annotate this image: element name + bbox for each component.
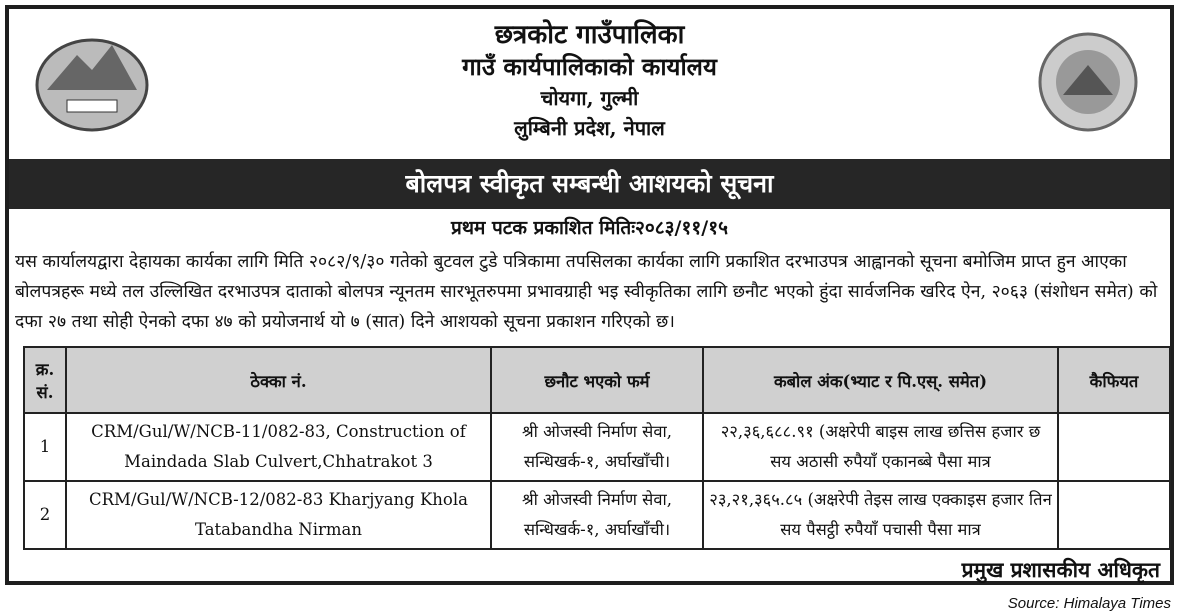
cell-contract-no: CRM/Gul/W/NCB-11/082-83, Construction of Maindada Slab Culvert,Chhatrakot 3: [66, 413, 491, 481]
col-sn: क्र. सं.: [24, 347, 66, 413]
notice-title: बोलपत्र स्वीकृत सम्बन्धी आशयको सूचना: [9, 159, 1170, 209]
col-bid-amount: कबोल अंक(भ्याट र पि.एस्. समेत): [703, 347, 1058, 413]
table-header-row: [24, 347, 1170, 413]
office-name: गाउँ कार्यपालिकाको कार्यालय: [462, 52, 717, 81]
source-credit: Source: Himalaya Times: [1007, 595, 1171, 612]
col-firm: छनौट भएको फर्म: [491, 347, 703, 413]
municipality-name: छत्रकोट गाउँपालिका: [494, 20, 685, 50]
col-contract-no: ठेक्का नं.: [66, 347, 491, 413]
cell-remarks: [1058, 413, 1170, 481]
notice: [5, 5, 1174, 585]
cell-sn: 1: [24, 413, 66, 481]
col-remarks: कैफियत: [1058, 347, 1170, 413]
cell-firm: श्री ओजस्वी निर्माण सेवा, सन्धिखर्क-१, अर्घाखाँची।: [491, 481, 703, 549]
publish-date: प्रथम पटक प्रकाशित मितिः२०८३/११/१५: [451, 217, 728, 239]
signature-title: प्रमुख प्रशासकीय अधिकृत: [961, 557, 1160, 582]
cell-firm: श्री ओजस्वी निर्माण सेवा, सन्धिखर्क-१, अर्घाखाँची।: [491, 413, 703, 481]
cell-remarks: [1058, 481, 1170, 549]
notice-body: यस कार्यालयद्वारा देहायका कार्यका लागि मिति २०८२/९/३० गतेको बुटवल टुडे पत्रिकामा तपसिलका कार्यका लागि प्रकाशित दरभाउपत्र आह्वानको सूचना बमोजिम प्राप्त हुन आएका बोलपत्रहरू मध्ये तल उल्लिखित दरभाउपत्र दाताको बोलपत्र न्यूनतम सारभूतरुपमा प्रभावग्राही भइ स्वीकृतिका लागि छनौट भएको हुंदा सार्वजनिक खरिद ऐन, २०६३ (संशोधन समेत) को दफा २७ तथा सोही ऐनको दफा ४७ को प्रयोजनार्थ यो ७ (सात) दिने आशयको सूचना प्रकाशन गरिएको छ।: [15, 252, 1158, 332]
cell-sn: 2: [24, 481, 66, 549]
cell-bid-amount: २२,३६,६८८.९१ (अक्षरेपी बाइस लाख छत्तिस हजार छ सय अठासी रुपैयाँ एकानब्बे पैसा मात्र: [703, 413, 1058, 481]
office-location: चोयगा, गुल्मी: [540, 86, 639, 110]
cell-bid-amount: २३,२१,३६५.८५ (अक्षरेपी तेइस लाख एक्काइस हजार तिन सय पैसट्ठी रुपैयाँ पचासी पैसा मात्र: [703, 481, 1058, 549]
table-row: [24, 413, 1170, 481]
bid-table: [23, 346, 1171, 550]
office-province: लुम्बिनी प्रदेश, नेपाल: [514, 116, 665, 140]
office-header: [9, 19, 1170, 143]
table-row: [24, 481, 1170, 549]
municipality-logo: [1025, 27, 1150, 137]
cell-contract-no: CRM/Gul/W/NCB-12/082-83 Kharjyang Khola Tatabandha Nirman: [66, 481, 491, 549]
